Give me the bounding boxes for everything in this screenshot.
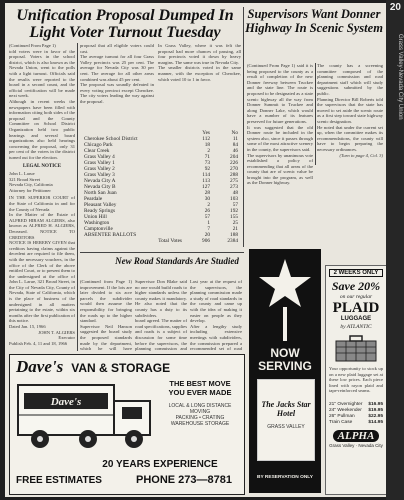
article-paragraph: The supervisors by unanimous vote established a policy of recommending that all areas of the county that are of scenic value be brought into the program, as well as the Donner highway. (247, 152, 313, 186)
no-votes: 48 (232, 190, 238, 196)
headline-donner-highway: Supervisors Want Donner Highway In Scenic System (245, 7, 383, 35)
road-article-col-3 (190, 279, 242, 351)
alpha-item: PLAID (332, 300, 380, 316)
price-item: 24" Weekender (329, 408, 362, 413)
price-item: 26" Pullman (329, 414, 355, 419)
price-value: $19.95 (368, 408, 383, 413)
daves-tagline: VAN & STORAGE (71, 361, 171, 375)
precinct-name: Union Hill (84, 214, 107, 220)
no-votes: 188 (230, 232, 238, 238)
left-article-column (9, 43, 75, 159)
daves-motto-1: THE BEST MOVE (169, 379, 231, 388)
precinct-name: Peardale (84, 196, 103, 202)
daves-phone: PHONE 273—8781 (136, 474, 232, 486)
yes-votes: 114 (202, 172, 210, 178)
yes-header: Yes (202, 130, 210, 136)
yes-votes: 30 (204, 196, 210, 202)
no-votes: 46 (232, 148, 238, 154)
article-paragraph: The average turnout for all four Grass Valley precincts was 25 per cent. The average for Nevada City was 30 per cent. The average for all other areas combined was about 45 per cent. (80, 54, 154, 82)
yes-votes: 113 (202, 178, 210, 184)
alpha-on: on our regular (339, 294, 373, 300)
right-article-col-2 (317, 63, 383, 165)
no-votes: 11 (232, 136, 238, 142)
side-label: Grass Valley-Nevada City Union (397, 34, 403, 120)
no-votes: 273 (230, 184, 238, 190)
luggage-icon (334, 333, 378, 363)
yes-votes: 20 (204, 232, 210, 238)
precinct-name: Grass Valley 1 (84, 160, 115, 166)
precinct-name: ABSENTEE BALLOTS (84, 232, 137, 238)
no-votes: 25 (232, 220, 238, 226)
article-paragraph: He noted that under the current set up, when the committee makes its recommendations, the county will have to begin preparing the necessary ordinances. (317, 124, 383, 152)
legal-party: John L. Larue (9, 171, 35, 176)
legal-address: 321 Broad Street (9, 176, 41, 182)
turn-to-line: (Turn to page 4, Col. 3) (339, 152, 383, 158)
no-votes: 103 (230, 196, 238, 202)
daves-years: 20 YEARS EXPERIENCE (102, 459, 218, 470)
star-hotel-ad (249, 249, 321, 493)
legal-dated: Dated Jan. 15, 1966 (9, 324, 46, 330)
article-paragraph: Supervisor Don Blake said no one would build roads to higher standards unless the county makes it mandatory. He also noted that the county has a duty to its subdividers. (135, 279, 187, 318)
article-paragraph: (Continued from Page 1) improvement. If the lots are later divided to six acre parcels the subdivider would then assume the responsibility for bringing the roads up to the higher standard. (80, 279, 132, 324)
legal-notice-title: LEGAL NOTICE (22, 164, 62, 169)
price-item: 21" Overnighter (329, 402, 363, 407)
star-ad-name: The Jacks Star Hotel (261, 400, 311, 418)
price-row (329, 420, 383, 426)
precinct-name: Clear Creek (84, 148, 110, 154)
alpha-by: by ATLANTIC (340, 324, 372, 330)
yes-votes: 7 (207, 226, 210, 232)
no-votes: 270 (230, 166, 238, 172)
article-paragraph: The smaller districts voted in the same manner, with the exception of Cherokee, which voted 10 to 1 in favor. (158, 65, 241, 82)
legal-notice (9, 161, 75, 351)
precinct-name: North San Juan (84, 190, 117, 196)
no-votes: 155 (230, 214, 238, 220)
precinct-name: Washington (84, 220, 110, 226)
right-article-col-1 (247, 63, 313, 247)
yes-votes: 71 (204, 154, 210, 160)
daves-estimates: FREE ESTIMATES (16, 475, 102, 486)
legal-signer-role: Executor (58, 335, 75, 341)
alpha-luggage-ad (325, 265, 386, 495)
article-paragraph: The proposal was soundly defeated in every voting precinct except Cherokee. The city voters leading the way against the proposal. (80, 82, 154, 104)
alpha-badge: 2 WEEKS ONLY (329, 269, 383, 277)
no-votes: 192 (230, 208, 238, 214)
no-votes: 226 (230, 160, 238, 166)
precinct-name: Nevada City B (84, 184, 116, 190)
legal-role: Attorney for Petitioner (9, 187, 51, 193)
yes-votes: 26 (204, 208, 210, 214)
price-item: Train Case (329, 420, 353, 425)
newspaper-page (5, 3, 386, 497)
alpha-blurb: Your opportunity to stock up on a new plaid luggage set at these low prices. Each piece lined with rayon plaid and tape-reinforced seams. (329, 366, 383, 394)
no-votes: 57 (232, 202, 238, 208)
yes-votes: 2 (207, 148, 210, 154)
price-value: $14.95 (368, 420, 383, 425)
article-paragraph: told voters were in favor of the proposal. Voters in the school district, which is also known as the Nevada Union, went to the polls with a light turnout. Officials said the results were reported to the board in a second count, and the official certification will be made next week. (9, 48, 75, 99)
precinct-name: Grass Valley 2 (84, 166, 115, 172)
page-number: 20 (389, 2, 401, 13)
yes-votes: 28 (204, 190, 210, 196)
total-yes: 906 (202, 238, 210, 244)
star-ad-sub: GRASS VALLEY (267, 424, 305, 430)
star-sign-icon (255, 255, 315, 345)
yes-votes: 18 (204, 142, 210, 148)
price-value: $22.95 (368, 414, 383, 419)
middle-article-column (80, 43, 154, 127)
alpha-item-sub: LUGGAGE (340, 316, 372, 322)
precinct-name: Nevada City A (84, 178, 116, 184)
article-paragraph: Planning Director Bill Roberts told the supervisors that the state has moved to set aside the scenic route as a first step toward state highway scenic designation. (317, 96, 383, 124)
headline-road-standards: New Road Standards Are Studied (115, 256, 239, 266)
no-votes: 288 (230, 172, 238, 178)
article-paragraph: After a lengthy study including extensive meetings with subdividers, the commission prepared a recommended set of road (190, 323, 242, 351)
road-article-col-2 (135, 279, 187, 351)
column-rule (315, 63, 316, 165)
yes-votes: 112 (202, 136, 210, 142)
road-article-col-1 (80, 279, 132, 351)
star-ad-top: NOW SERVING (258, 346, 312, 373)
alpha-price-list (326, 402, 386, 426)
daves-van-storage-ad (9, 354, 245, 495)
precinct-name: Cherokee School District (84, 136, 138, 142)
yes-votes: 73 (204, 160, 210, 166)
yes-votes: 92 (204, 166, 210, 172)
article-paragraph: The county has a screening committee composed of the planning commission and road department staff which will study suggestions submitted by the public. (317, 63, 383, 96)
precinct-name: Ready Springs (84, 208, 116, 214)
daves-motto-2: YOU EVER MADE (168, 388, 232, 397)
article-paragraph: board agreed. The matter of road specifications, supplies and roads is a subject of discussion for some time before the supervisors, the planning commission and (135, 318, 187, 351)
article-paragraph: Although in recent weeks the newspapers have been filled with information citing both sides of the proposal and the County Committee on School District Organization held two public hearings and several board organizations also held hearings concerning the proposal, only 31 per cent of the voters in the district turned out for the election. (9, 98, 75, 159)
precinct-name: Grass Valley 3 (84, 172, 115, 178)
yes-votes: 2 (207, 202, 210, 208)
section-rule (80, 252, 244, 253)
column-rule (243, 7, 244, 247)
no-header: No (231, 130, 238, 136)
article-paragraph: It was suggested that the old Donner route be included in the system also, since it passes through some of the most attractive scenery in the county, the supervisors said. (247, 124, 313, 152)
star-ad-menu-card (257, 379, 315, 461)
continued-line: (Continued From Page 1) (9, 43, 56, 48)
svg-text:Dave's: Dave's (50, 396, 82, 408)
legal-matter: In the Matter of the Estate of ALFRED HIRAM ALGIERS, also known as ALFRED H. ALGIERS, Deceased. NOTICE TO CREDITORS (9, 212, 75, 240)
no-votes: 204 (230, 154, 238, 160)
alpha-sale: Save 20% (331, 279, 381, 293)
price-value: $16.95 (368, 402, 383, 407)
no-votes: 84 (232, 142, 238, 148)
yes-votes: 127 (202, 184, 210, 190)
no-votes: 275 (230, 178, 238, 184)
precinct-name: Pleasant Valley (84, 202, 117, 208)
middle-article-column-2 (158, 43, 241, 127)
legal-body: NOTICE IS HEREBY GIVEN that creditors having claims against the decedent are required to file them, with the necessary vouchers, in the office of the Clerk of the above entitled Court, or to present them to the undersigned at the office of John L. Larue, 321 Broad Street, in the City of Nevada City, County of Nevada, State of California, which is the place of business of the undersigned in all matters pertaining to the estate, within six months after the first publication of this notice. (9, 240, 75, 324)
article-paragraph: Supervisor Neil Hanson suggested the board study the proposed standards made by the department, which he will have (80, 323, 132, 351)
moving-truck-icon (16, 379, 160, 455)
daves-service-2: PACKING • CRATING (175, 415, 225, 421)
total-label: Total Votes (158, 238, 182, 244)
article-paragraph: (Continued From Page 1) said it is being proposed to the county as a result of completion of the new Donner freeway between Truckee and the state line. The route is proposed to be designated as a state scenic highway all the way from Donner Summit to Truckee and along Donner Lake, which would have a number of its features preserved for future generations. (247, 63, 313, 124)
legal-published: Publish Feb. 4, 11 and 18, 1966 (9, 340, 68, 346)
legal-city: Nevada City, California (9, 182, 53, 188)
yes-votes: 1 (207, 220, 210, 226)
article-paragraph: Last year at the request of the supervisors, the planning commission made a study of road standards in the county and came up with the idea of making it easier on people as they develop. (190, 279, 242, 324)
total-no: 2384 (227, 238, 238, 244)
yes-votes: 57 (204, 214, 210, 220)
column-rule (77, 43, 78, 351)
no-votes: 21 (232, 226, 238, 232)
headline-unification: Unification Proposal Dumped In Light Voter Turnout Tuesday (16, 7, 234, 41)
precinct-name: Camptonville (84, 226, 113, 232)
alpha-store: ALPHA (333, 430, 379, 442)
alpha-store-sub: Grass Valley · Nevada City (329, 443, 383, 448)
daves-logo: Dave's (16, 357, 64, 376)
dark-margin-strip (386, 0, 404, 500)
daves-service-3: WAREHOUSE STORAGE (170, 421, 230, 427)
daves-service-1: LOCAL & LONG DISTANCE MOVING (168, 403, 232, 415)
article-paragraph: In Grass Valley, where it was felt the proposal had more chances of passing, all four precincts voted it down by heavy margins. The same was true in Nevada City. (158, 43, 241, 65)
vote-results-table (82, 130, 240, 250)
legal-signer: JOHN T. ALGIERS (38, 329, 75, 335)
precinct-name: Chicago Park (84, 142, 113, 148)
star-ad-tag: BY RESERVATION ONLY (257, 475, 313, 480)
legal-court: IN THE SUPERIOR COURT of the State of California in and for the County of Nevada (9, 195, 75, 212)
article-paragraph: proposal that all eligible voters could cast. (80, 43, 154, 54)
precinct-name: Grass Valley 4 (84, 154, 115, 160)
